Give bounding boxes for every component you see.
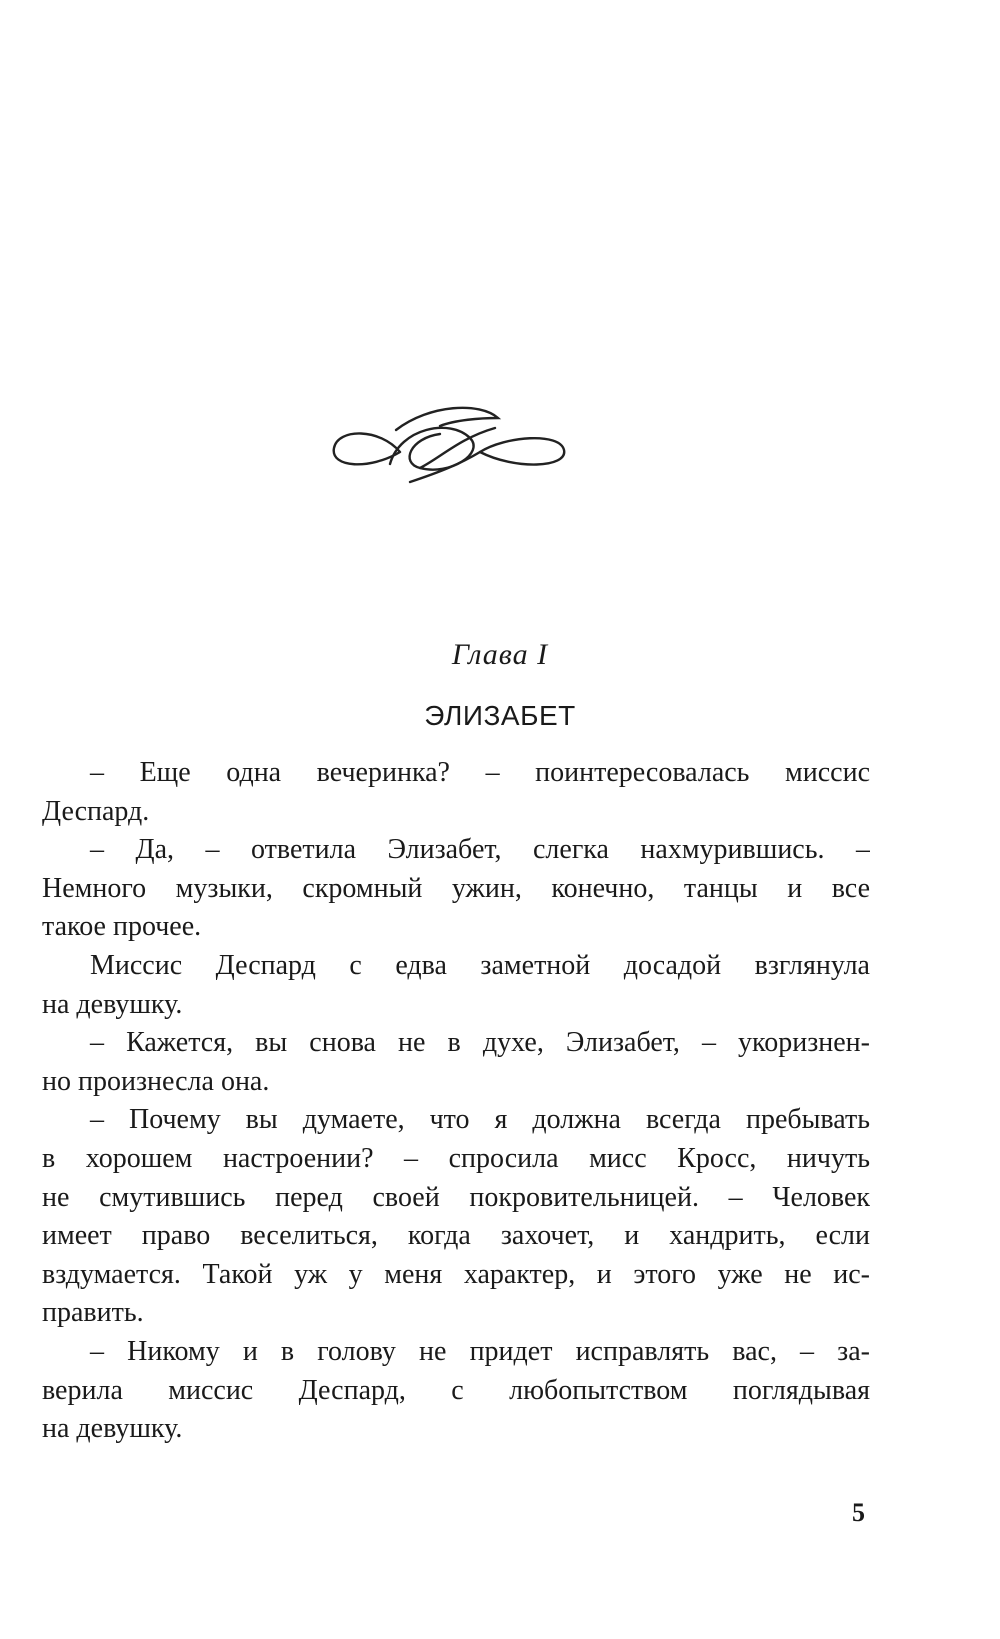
ornament-flourish-icon — [330, 398, 570, 490]
text-line: – Никому и в голову не придет исправлять вас, – за- — [90, 1335, 870, 1367]
text-line: Немного музыки, скромный ужин, конечно, танцы и все — [42, 872, 870, 904]
text-line: не смутившись перед своей покровительницей. – Человек — [42, 1181, 870, 1213]
text-line: верила миссис Деспард, с любопытством поглядывая — [42, 1374, 870, 1406]
chapter-title: ЭЛИЗАБЕТ — [424, 700, 576, 731]
text-line: – Да, – ответила Элизабет, слегка нахмурившись. – — [90, 834, 870, 866]
text-line: – Кажется, вы снова не в духе, Элизабет, – укоризнен- — [90, 1027, 870, 1059]
text-line: править. — [42, 1297, 144, 1329]
text-line: – Еще одна вечеринка? – поинтересовалась миссис — [90, 757, 870, 788]
text-line: – Почему вы думаете, что я должна всегда пребывать — [90, 1104, 870, 1136]
chapter-label: Глава I — [451, 638, 549, 671]
text-line: вздумается. Такой уж у меня характер, и этого уже не ис- — [42, 1258, 870, 1290]
text-line: на девушку. — [42, 988, 183, 1020]
text-line: имеет право веселиться, когда захочет, и хандрить, если — [42, 1220, 870, 1252]
text-line: Миссис Деспард с едва заметной досадой взглянула — [90, 949, 870, 981]
body-text — [42, 754, 870, 1449]
text-line: такое прочее. — [42, 911, 202, 943]
text-line: Деспард. — [42, 795, 150, 827]
text-line: но произнесла она. — [42, 1065, 270, 1097]
text-line: на девушку. — [42, 1413, 183, 1445]
text-line: в хорошем настроении? – спросила мисс Кросс, ничуть — [42, 1142, 870, 1174]
page-number: 5 — [852, 1498, 865, 1527]
